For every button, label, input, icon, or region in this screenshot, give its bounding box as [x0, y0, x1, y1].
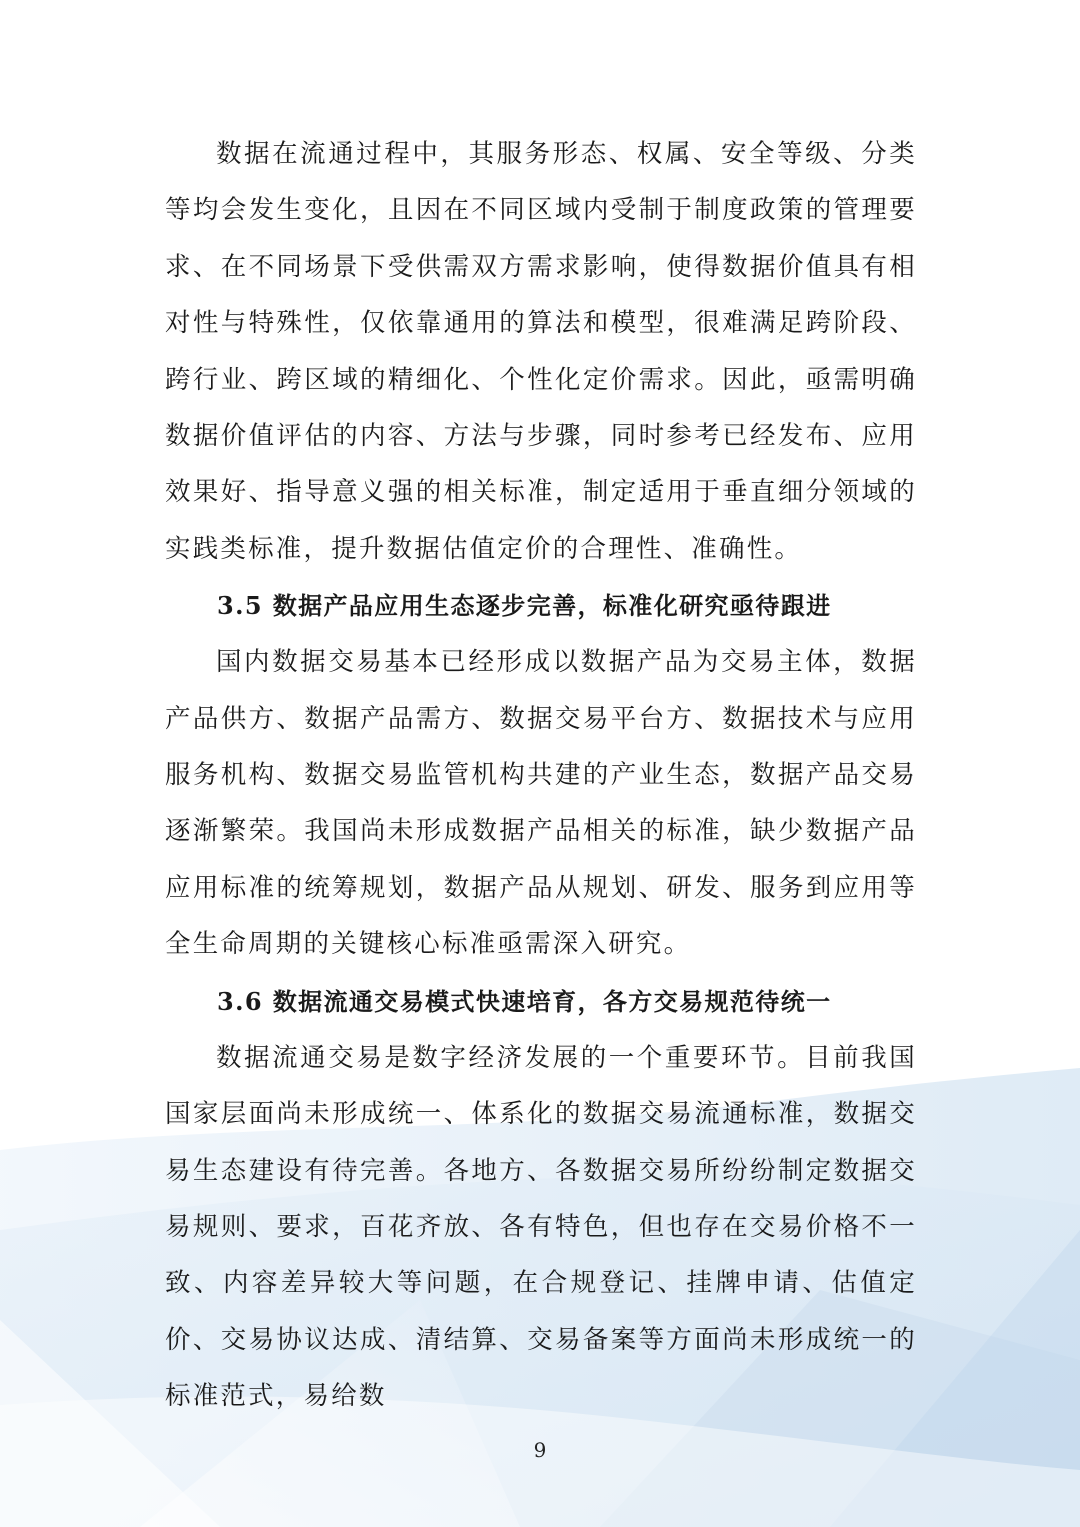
paragraph-data-product-ecosystem: 国内数据交易基本已经形成以数据产品为交易主体，数据产品供方、数据产品需方、数据交易平台方、数据技术与应用服务机构、数据交易监管机构共建的产业生态，数据产品交易逐渐繁荣。我国尚未形成数据产品相关的标准，缺少数据产品应用标准的统筹规划，数据产品从规划、研发、服务到应用等全生命周期的关键核心标准亟需深入研究。	[165, 647, 917, 960]
section-heading-3-6: 3.6 数据流通交易模式快速培育，各方交易规范待统一	[217, 986, 832, 1016]
document-body	[165, 126, 917, 1425]
page-number: 9	[533, 1438, 547, 1462]
paragraph-valuation-standards: 数据在流通过程中，其服务形态、权属、安全等级、分类等均会发生变化，且因在不同区域内受制于制度政策的管理要求、在不同场景下受供需双方需求影响，使得数据价值具有相对性与特殊性，仅依靠通用的算法和模型，很难满足跨阶段、跨行业、跨区域的精细化、个性化定价需求。因此，亟需明确数据价值评估的内容、方法与步骤，同时参考已经发布、应用效果好、指导意义强的相关标准，制定适用于垂直细分领域的实践类标准，提升数据估值定价的合理性、准确性。	[165, 139, 917, 564]
section-heading-3-5: 3.5 数据产品应用生态逐步完善，标准化研究亟待跟进	[217, 591, 832, 621]
paragraph-data-trading-norms: 数据流通交易是数字经济发展的一个重要环节。目前我国国家层面尚未形成统一、体系化的数据交易流通标准，数据交易生态建设有待完善。各地方、各数据交易所纷纷制定数据交易规则、要求，百花齐放、各有特色，但也存在交易价格不一致、内容差异较大等问题，在合规登记、挂牌申请、估值定价、交易协议达成、清结算、交易备案等方面尚未形成统一的标准范式，易给数	[165, 1042, 917, 1412]
